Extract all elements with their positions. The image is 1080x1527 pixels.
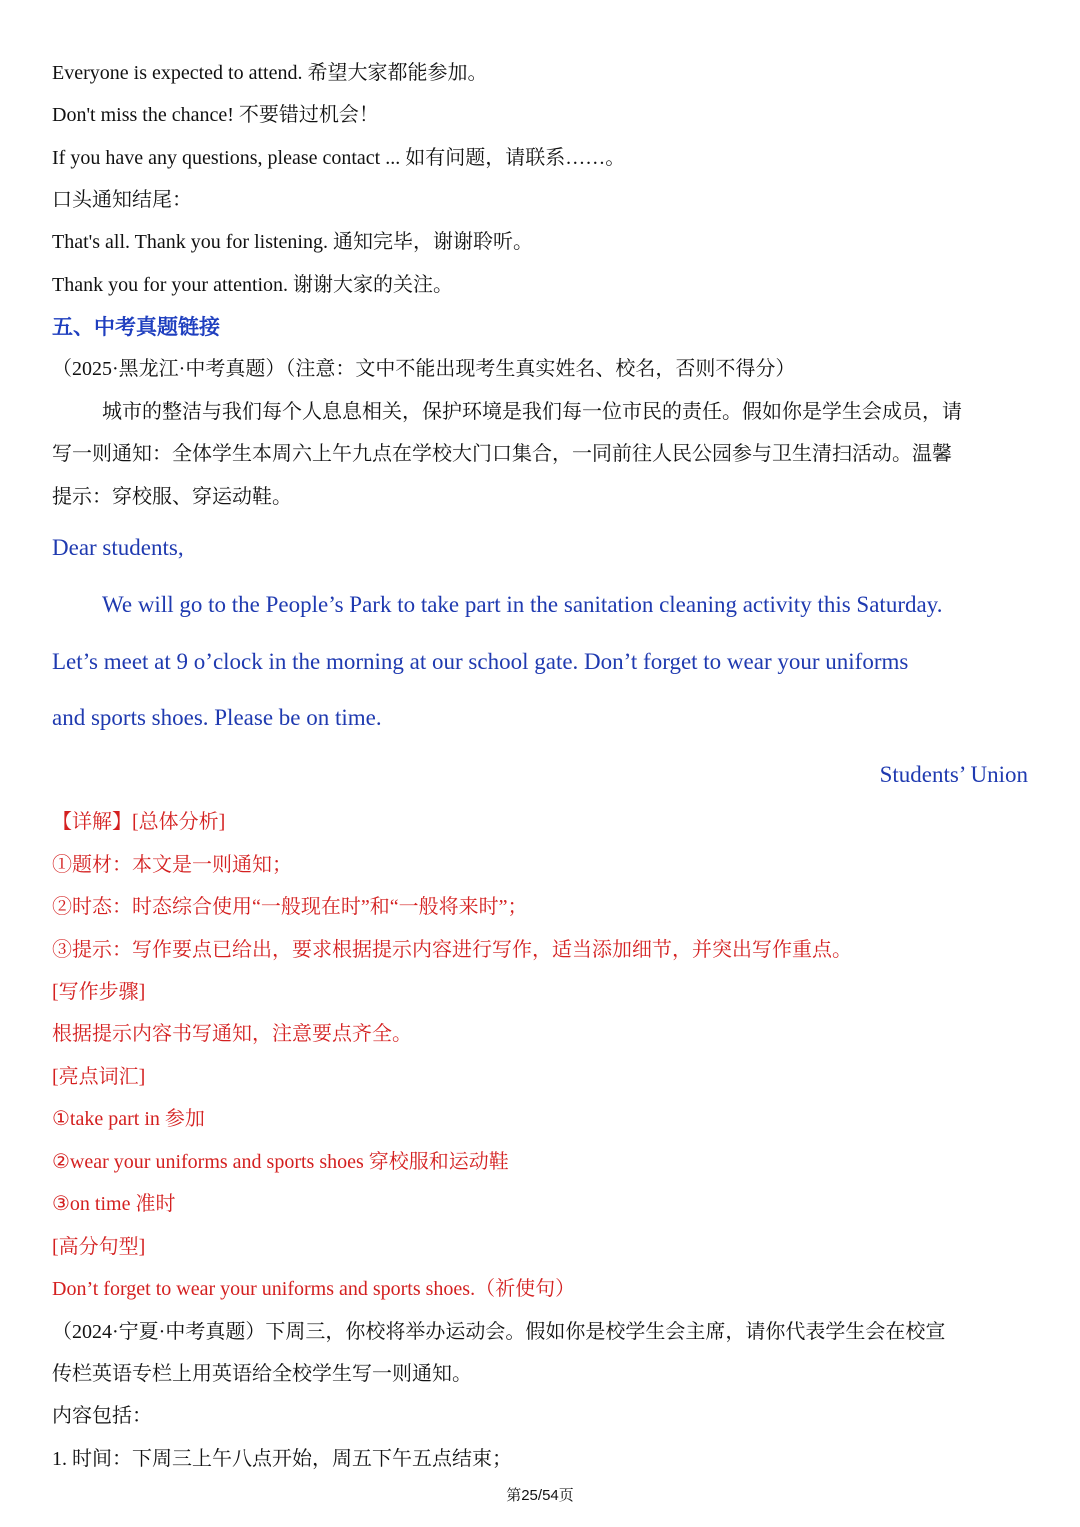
question2-prompt: （2024·宁夏·中考真题）下周三，你校将举办运动会。假如你是校学生会主席，请你代表学生会在校宣: [52, 1321, 946, 1343]
vocab-item: ①take part in 参加: [52, 1108, 205, 1130]
expression-line: Don't miss the chance! 不要错过机会！: [52, 104, 379, 126]
analysis-title: 【详解】[总体分析]: [52, 811, 226, 833]
steps-text: 根据提示内容书写通知，注意要点齐全。: [52, 1023, 412, 1045]
expression-line: 口头通知结尾：: [52, 189, 192, 211]
expression-line: If you have any questions, please contact ... 如有问题，请联系……。: [52, 147, 626, 169]
expression-line: That's all. Thank you for listening. 通知完毕，谢谢聆听。: [52, 231, 533, 253]
steps-title: [写作步骤]: [52, 981, 146, 1003]
sentence-title: [高分句型]: [52, 1236, 146, 1258]
answer-body: and sports shoes. Please be on time.: [52, 705, 382, 730]
question-prompt: 提示：穿校服、穿运动鞋。: [52, 486, 292, 508]
question-prompt: 城市的整洁与我们每个人息息相关，保护环境是我们每一位市民的责任。假如你是学生会成员，请: [102, 401, 962, 423]
section-heading: 五、中考真题链接: [52, 315, 220, 339]
expression-line: Everyone is expected to attend. 希望大家都能参加。: [52, 62, 488, 84]
question2-prompt: 传栏英语专栏上用英语给全校学生写一则通知。: [52, 1363, 472, 1385]
analysis-point: ①题材：本文是一则通知；: [52, 854, 292, 876]
analysis-point: ③提示：写作要点已给出，要求根据提示内容进行写作，适当添加细节，并突出写作重点。: [52, 939, 852, 961]
vocab-title: [亮点词汇]: [52, 1066, 146, 1088]
answer-greeting: Dear students,: [52, 535, 184, 560]
vocab-item: ②wear your uniforms and sports shoes 穿校服和运动鞋: [52, 1151, 509, 1173]
answer-signature: Students’ Union: [879, 762, 1028, 787]
page-number: 第25/54页: [506, 1487, 574, 1504]
answer-body: Let’s meet at 9 o’clock in the morning at our school gate. Don’t forget to wear your uniforms: [52, 649, 909, 674]
question-source: （2025·黑龙江·中考真题）（注意：文中不能出现考生真实姓名、校名，否则不得分）: [52, 358, 796, 380]
answer-body: We will go to the People’s Park to take part in the sanitation cleaning activity this Saturday.: [102, 592, 943, 617]
vocab-item: ③on time 准时: [52, 1193, 176, 1215]
expression-line: Thank you for your attention. 谢谢大家的关注。: [52, 274, 454, 296]
analysis-point: ②时态：时态综合使用“一般现在时”和“一般将来时”；: [52, 896, 528, 918]
sentence-example: Don’t forget to wear your uniforms and sports shoes.（祈使句）: [52, 1278, 576, 1300]
question2-prompt: 内容包括：: [52, 1405, 152, 1427]
question-prompt: 写一则通知：全体学生本周六上午九点在学校大门口集合，一同前往人民公园参与卫生清扫活动。温馨: [52, 443, 952, 465]
question2-prompt: 1. 时间：下周三上午八点开始，周五下午五点结束；: [52, 1448, 512, 1470]
